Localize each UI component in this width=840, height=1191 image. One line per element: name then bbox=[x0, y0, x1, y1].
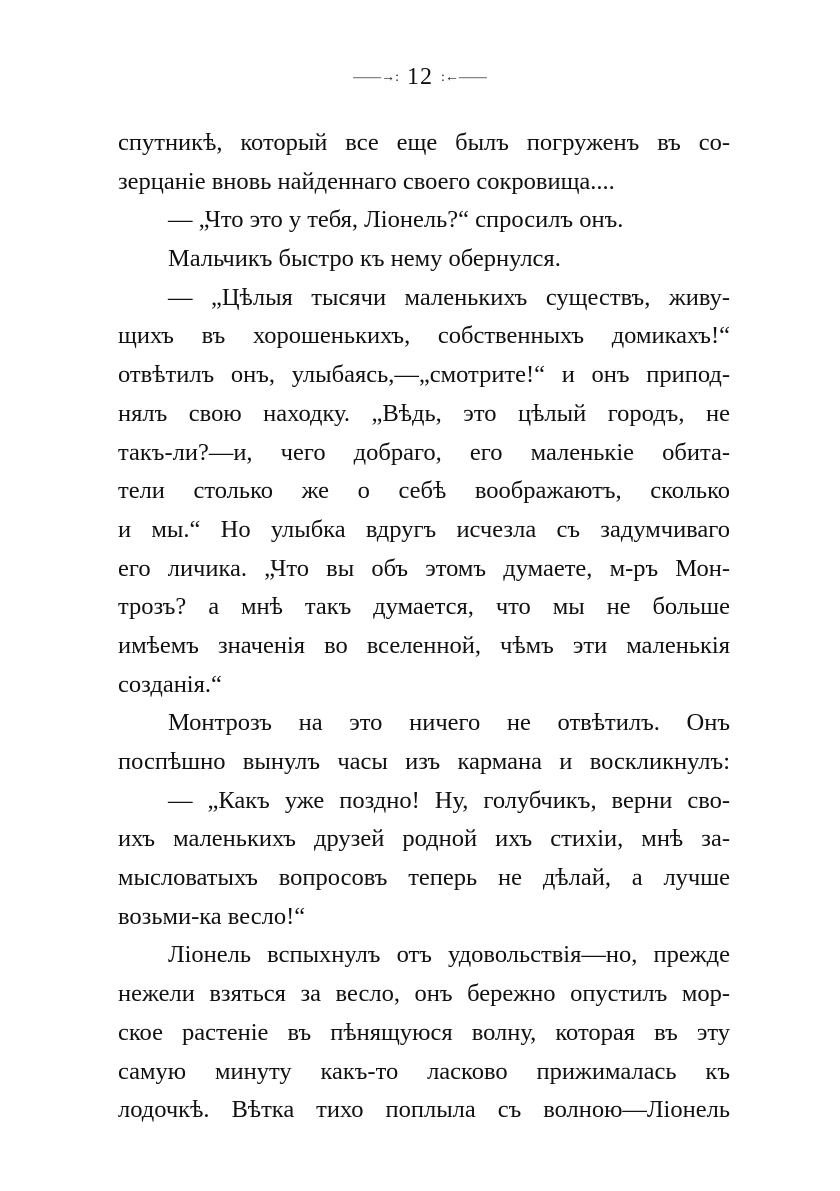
text-line: ское растеніе въ пѣнящуюся волну, которая въ эту bbox=[118, 1018, 730, 1046]
text-line: отвѣтилъ онъ, улыбаясь,—„смотрите!“ и онъ припод- bbox=[118, 361, 730, 389]
text-line: Монтрозъ на это ничего не отвѣтилъ. Онъ bbox=[168, 709, 730, 737]
text-line: и мы.“ Но улыбка вдругъ исчезла съ задумчиваго bbox=[118, 515, 730, 543]
text-line: ихъ маленькихъ друзей родной ихъ стихіи, мнѣ за- bbox=[118, 825, 730, 853]
text-line: зерцаніе вновь найденнаго своего сокровища.... bbox=[118, 167, 615, 195]
text-line: лодочкѣ. Вѣтка тихо поплыла съ волною—Ліонель bbox=[118, 1096, 730, 1124]
text-line: поспѣшно вынулъ часы изъ кармана и воскликнулъ: bbox=[118, 748, 730, 775]
text-line: — „Цѣлыя тысячи маленькихъ существъ, живу- bbox=[168, 283, 730, 311]
text-line: имѣемъ значенія во вселенной, чѣмъ эти маленькія bbox=[118, 631, 730, 659]
text-line: самую минуту какъ-то ласково прижималась къ bbox=[118, 1057, 730, 1085]
text-line: его личика. „Что вы объ этомъ думаете, м-ръ Мон- bbox=[118, 554, 730, 582]
text-line: — „Что это у тебя, Ліонель?“ спросилъ онъ. bbox=[168, 206, 624, 234]
page-number: 12 bbox=[407, 64, 433, 90]
text-line: трозъ? а мнѣ такъ думается, что мы не больше bbox=[118, 593, 730, 621]
text-line: возьми-ка весло!“ bbox=[118, 902, 306, 930]
text-line: тели столько же о себѣ воображаютъ, сколько bbox=[118, 477, 730, 505]
text-line: нежели взяться за весло, онъ бережно опустилъ мор- bbox=[118, 980, 730, 1008]
text-line: нялъ свою находку. „Вѣдь, это цѣлый городъ, не bbox=[118, 399, 730, 427]
text-line: щихъ въ хорошенькихъ, собственныхъ домикахъ!“ bbox=[118, 322, 730, 350]
text-line: такъ-ли?—и, чего добраго, его маленькіе обита- bbox=[118, 438, 730, 466]
text-line: спутникѣ, который все еще былъ погруженъ въ со- bbox=[118, 129, 730, 156]
text-line: — „Какъ уже поздно! Ну, голубчикъ, верни сво- bbox=[168, 786, 730, 814]
header-ornament-left: ——→: bbox=[353, 69, 399, 85]
page-header bbox=[0, 64, 840, 91]
text-line: Мальчикъ быстро къ нему обернулся. bbox=[168, 245, 561, 273]
text-line: мысловатыхъ вопросовъ теперь не дѣлай, а лучше bbox=[118, 864, 730, 892]
text-line: Ліонель вспыхнулъ отъ удовольствія—но, прежде bbox=[168, 941, 730, 969]
header-ornament-right: :←—— bbox=[441, 69, 487, 85]
body-text bbox=[118, 124, 730, 1130]
text-line: созданія.“ bbox=[118, 670, 222, 698]
